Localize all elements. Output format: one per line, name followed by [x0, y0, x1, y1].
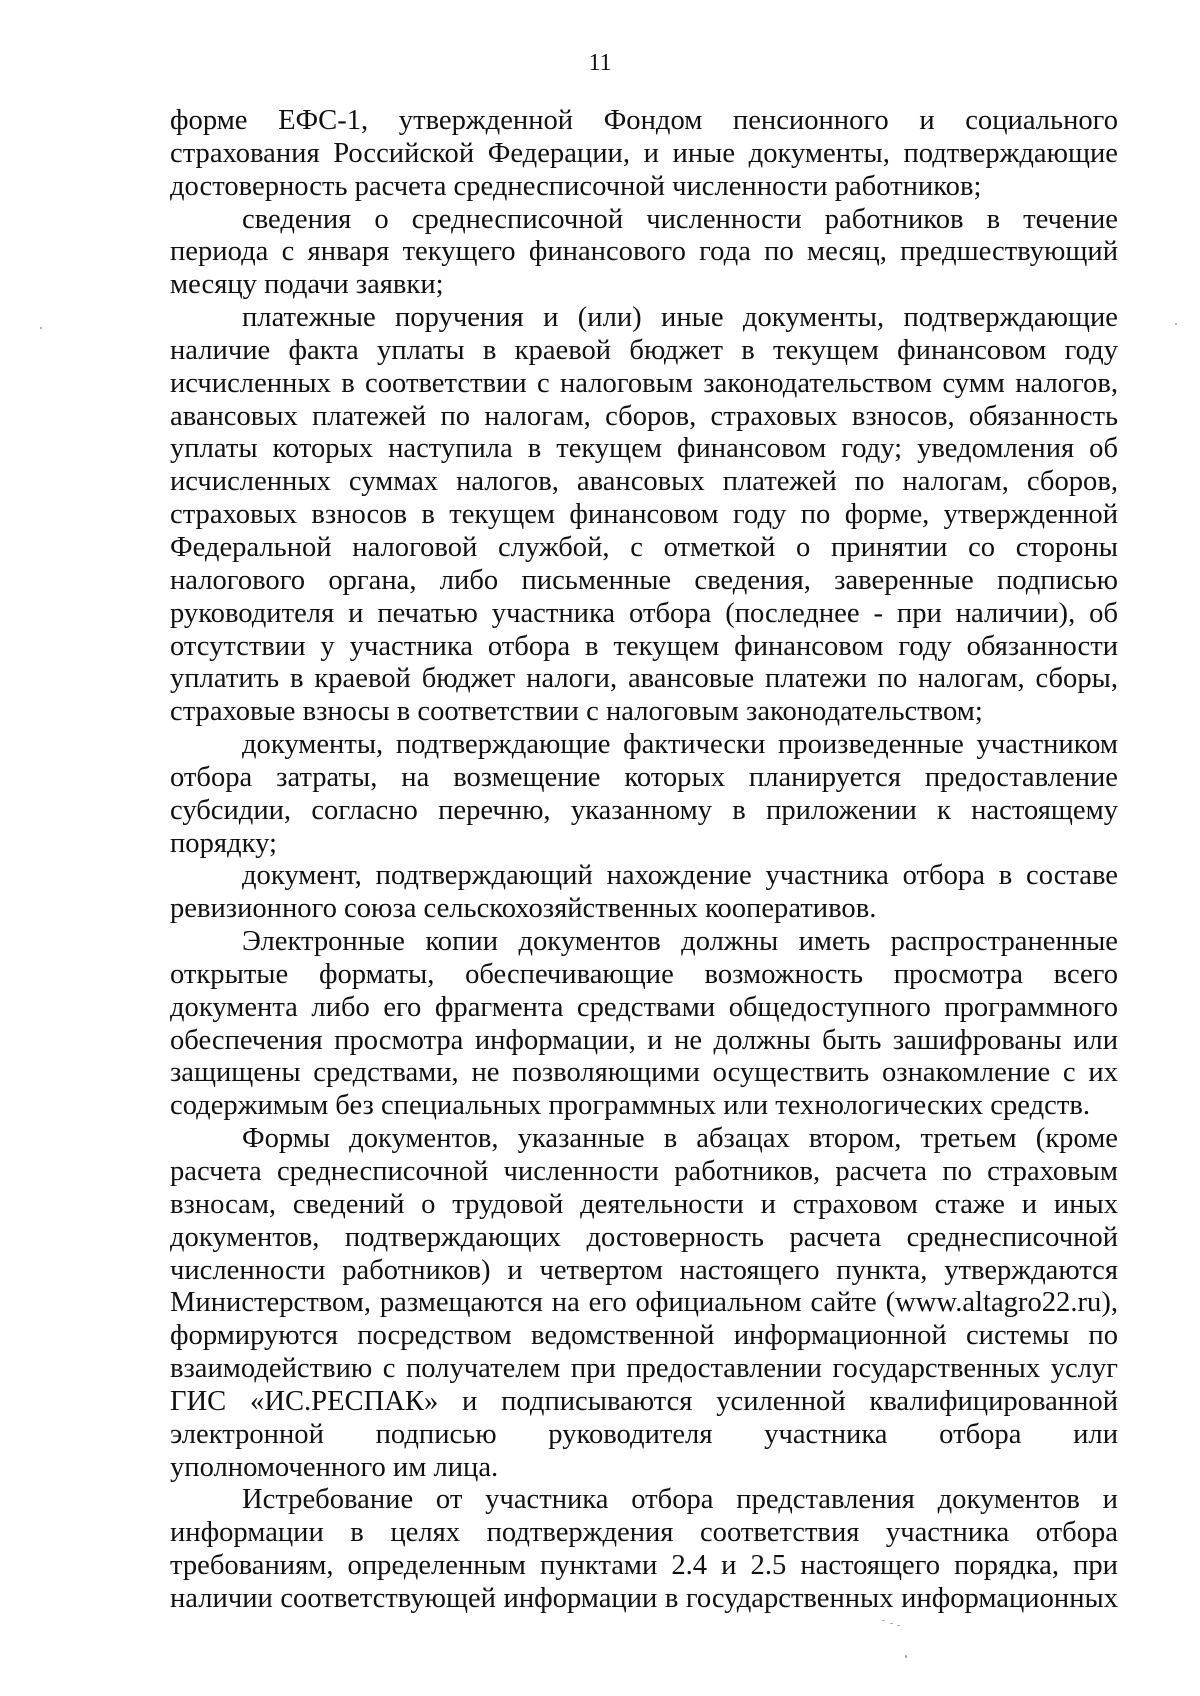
paragraph-efs-continuation: форме ЕФС-1, утвержденной Фондом пенсионного и социального страхования Российской Федерации, и иные документы, подтверждающие достоверность расчета среднесписочной численности работников; [170, 105, 1118, 202]
paragraph-document-forms: Формы документов, указанные в абзацах втором, третьем (кроме расчета среднесписочной численности работников, расчета по страховым взносам, сведений о трудовой деятельности и страховом стаже и иных документов, подтверждающих достоверность расчета среднесписочной численности работников) и четвертом настоящего пункта, утверждаются Министерством, размещаются на его официальном сайте (www.altagro22.ru), формируются посредством ведомственной информационной системы по взаимодействию с получателем при предоставлении государственных услуг ГИС «ИС.РЕСПАК» и подписываются усиленной квалифицированной электронной подписью руководителя участника отбора или уполномоченного им лица. [170, 1123, 1118, 1483]
page-number: 11 [588, 50, 612, 76]
scan-speck [1175, 323, 1177, 325]
paragraph-electronic-copies: Электронные копии документов должны иметь распространенные открытые форматы, обеспечивающие возможность просмотра всего документа либо его фрагмента средствами общедоступного программного обеспечения просмотра информации, и не должны быть зашифрованы или защищены средствами, не позволяющими осуществить ознакомление с их содержимым без специальных программных или технологических средств. [170, 926, 1118, 1122]
document-body [170, 105, 1118, 1616]
paragraph-document-request: Истребование от участника отбора представления документов и информации в целях подтверждения соответствия участника отбора требованиям, определенным пунктами 2.4 и 2.5 настоящего порядка, при наличии соответствующей информации в государственных информационных [170, 1484, 1118, 1614]
paragraph-headcount-info: сведения о среднесписочной численности работников в течение периода с января текущего финансового года по месяц, предшествующий месяцу подачи заявки; [170, 203, 1118, 301]
paragraph-audit-union: документ, подтверждающий нахождение участника отбора в составе ревизионного союза сельскохозяйственных кооперативов. [170, 860, 1118, 925]
scan-speck [882, 1620, 885, 1621]
paragraph-payment-orders: платежные поручения и (или) иные документы, подтверждающие наличие факта уплаты в краевой бюджет в текущем финансовом году исчисленных в соответствии с налоговым законодательством сумм налогов, авансовых платежей по налогам, сборов, страховых взносов, обязанность уплаты которых наступила в текущем финансовом году; уведомления об исчисленных суммах налогов, авансовых платежей по налогам, сборов, страховых взносов в текущем финансовом году по форме, утвержденной Федеральной налоговой службой, с отметкой о принятии со стороны налогового органа, либо письменные сведения, заверенные подписью руководителя и печатью участника отбора (последнее - при наличии), об отсутствии у участника отбора в текущем финансовом году обязанности уплатить в краевой бюджет налоги, авансовые платежи по налогам, сборы, страховые взносы в соответствии с налоговым законодательством; [170, 302, 1118, 728]
scan-speck [897, 1625, 900, 1626]
scan-speck [905, 1655, 907, 1658]
scan-speck [40, 327, 42, 329]
scan-speck [890, 1623, 893, 1624]
paragraph-expense-documents: документы, подтверждающие фактически произведенные участником отбора затраты, на возмещение которых планируется предоставление субсидии, согласно перечню, указанному в приложении к настоящему порядку; [170, 729, 1118, 859]
